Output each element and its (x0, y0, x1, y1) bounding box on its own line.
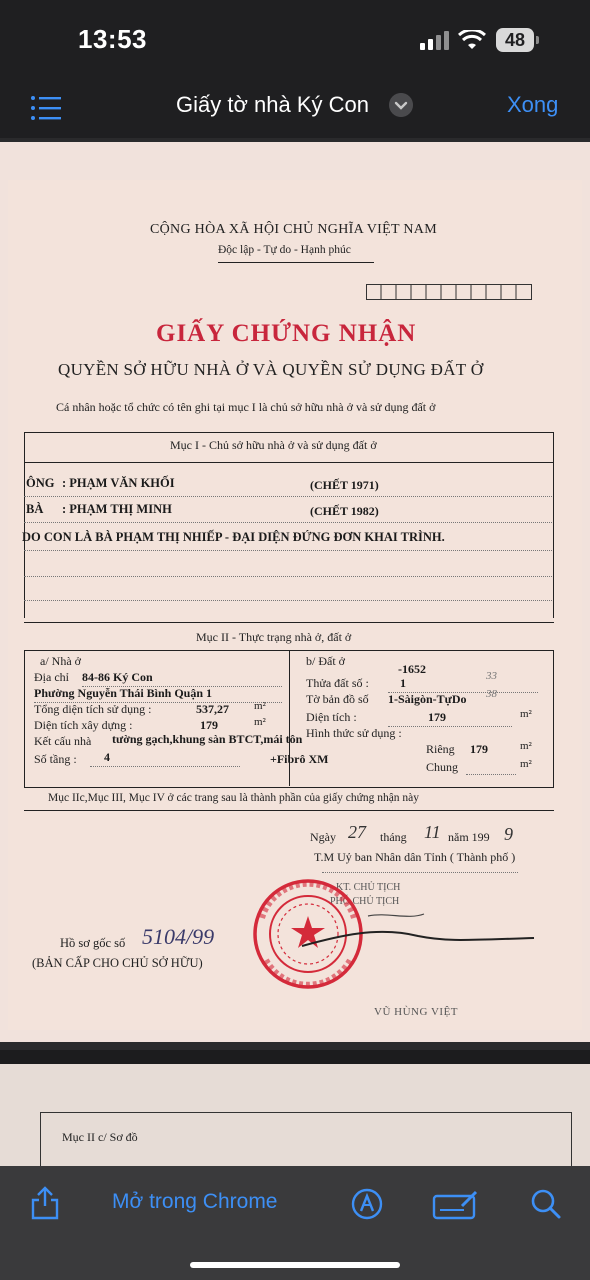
owner-line (24, 550, 552, 551)
date-day-label: Ngày (310, 830, 336, 844)
status-bar (0, 0, 590, 80)
certificate-sheet (8, 180, 582, 1030)
date-year-label: năm 199 (448, 830, 490, 844)
owner-line (24, 576, 552, 577)
section-1-title-rule (24, 462, 554, 463)
status-time: 13:53 (78, 24, 147, 54)
owner-line (24, 522, 552, 523)
motto-underline (218, 262, 374, 263)
shared-label: Chung (426, 760, 459, 774)
date-year: 9 (504, 824, 513, 844)
section-2-title: Mục II - Thực trạng nhà ở, đất ở (196, 630, 352, 644)
document-title[interactable]: Giấy tờ nhà Ký Con (176, 92, 369, 117)
unit-m2: m² (520, 708, 532, 720)
dotted-line (388, 726, 512, 727)
unit-m2: m² (520, 758, 532, 770)
land-area-value: 179 (428, 710, 446, 724)
header-country: CỘNG HÒA XÃ HỘI CHỦ NGHĨA VIỆT NAM (150, 222, 437, 237)
share-icon[interactable] (30, 1186, 60, 1220)
structure-value-2: +Fibrô XM (270, 752, 329, 766)
owner1-label: ÔNG (26, 476, 55, 490)
document-viewer[interactable] (0, 138, 590, 1166)
house-label: a/ Nhà ở (40, 654, 81, 668)
home-indicator[interactable] (190, 1262, 400, 1268)
nav-bar (0, 80, 590, 138)
owner2-name: : PHẠM THỊ MINH (62, 502, 172, 516)
file-label: Hồ sơ gốc số (60, 936, 126, 950)
owner2-label: BÀ (26, 502, 44, 516)
signature-stroke (298, 906, 538, 966)
section-1-top (24, 432, 554, 433)
map-label: Tờ bản đồ số (306, 692, 369, 706)
house-ward: Phường Nguyễn Thái Bình Quận 1 (34, 686, 213, 700)
land-label: b/ Đất ở (306, 654, 346, 668)
section-note-rule (24, 810, 554, 811)
signer-name: VŨ HÙNG VIỆT (374, 1006, 459, 1018)
file-value: 5104/99 (142, 924, 215, 949)
date-month-label: tháng (380, 830, 407, 844)
unit-m2: m² (520, 740, 532, 752)
floors-label: Số tầng : (34, 752, 77, 766)
unit-m2: m² (254, 716, 266, 728)
section-2-top (24, 622, 554, 623)
signer-title-1: KT. CHỦ TỊCH (336, 882, 401, 893)
plot-label: Thửa đất số : (306, 676, 369, 690)
build-area-label: Diện tích xây dựng : (34, 718, 133, 732)
markup-icon[interactable] (351, 1188, 383, 1220)
battery-tip (536, 36, 539, 44)
search-icon[interactable] (530, 1188, 562, 1220)
done-button[interactable]: Xong (507, 92, 559, 117)
owner-line (24, 600, 552, 601)
dotted-line (90, 766, 240, 767)
total-area-label: Tổng diện tích sử dụng : (34, 702, 152, 716)
battery-icon: 48 (496, 28, 534, 52)
owner3-line: DO CON LÀ BÀ PHẠM THỊ NHIẾP - ĐẠI DIỆN ĐỨNG ĐƠN KHAI TRÌNH. (22, 530, 445, 544)
chevron-down-icon[interactable] (389, 93, 413, 117)
certificate-intro: Cá nhân hoặc tổ chức có tên ghi tại mục I là chủ sở hữu nhà ở và sử dụng đất ở (56, 400, 436, 414)
certificate-title: GIẤY CHỨNG NHẬN (156, 320, 417, 347)
total-area-value: 537,27 (196, 702, 229, 716)
document-page-1 (0, 142, 590, 1042)
date-day: 27 (348, 822, 366, 842)
section-1-box (24, 432, 554, 618)
owner1-name: : PHẠM VĂN KHỐI (62, 476, 175, 490)
copy-note: (BẢN CẤP CHO CHỦ SỞ HỮU) (32, 956, 203, 970)
signature-icon[interactable] (432, 1188, 480, 1220)
page-separator (0, 1050, 590, 1064)
signer-title-2: PHÓ CHỦ TỊCH (330, 896, 400, 907)
open-in-chrome-button[interactable]: Mở trong Chrome (112, 1190, 278, 1213)
dotted-line (322, 872, 518, 873)
header-motto: Độc lập - Tự do - Hạnh phúc (218, 244, 351, 256)
authority: T.M Uỷ ban Nhân dân Tỉnh ( Thành phố ) (314, 850, 516, 864)
page-2-heading: Mục II c/ Sơ đồ (62, 1130, 138, 1144)
owner1-note: (CHẾT 1971) (310, 478, 379, 492)
section-note: Mục IIc,Mục III, Mục IV ở các trang sau là thành phần của giấy chứng nhận này (48, 792, 420, 804)
owner-line (24, 496, 552, 497)
floors-value: 4 (104, 750, 110, 764)
house-address-label: Địa chỉ (34, 670, 69, 684)
usage-label: Hình thức sử dụng : (306, 726, 402, 740)
private-label: Riêng (426, 742, 455, 756)
structure-value: tường gạch,khung sàn BTCT,mái tôn (112, 732, 303, 746)
plot-handwritten: 33 (486, 670, 497, 682)
plot-value: 1 (400, 676, 406, 690)
date-month: 11 (424, 822, 441, 842)
land-area-label: Diện tích : (306, 710, 357, 724)
dotted-line (466, 774, 516, 775)
owner2-note: (CHẾT 1982) (310, 504, 379, 518)
list-icon[interactable] (30, 94, 62, 122)
document-page-2 (0, 1064, 590, 1166)
house-address-value: 84-86 Ký Con (82, 670, 153, 684)
serial-boxes (366, 284, 532, 300)
structure-label: Kết cấu nhà (34, 734, 92, 748)
unit-m2: m² (254, 700, 266, 712)
build-area-value: 179 (200, 718, 218, 732)
certificate-subtitle: QUYỀN SỞ HỮU NHÀ Ở VÀ QUYỀN SỬ DỤNG ĐẤT Ở (58, 360, 484, 379)
land-code: -1652 (398, 662, 426, 676)
section-1-title: Mục I - Chủ sở hữu nhà ở và sử dụng đất ở (170, 438, 377, 452)
map-value: 1-Sàigòn-TựDo (388, 692, 467, 706)
map-handwritten: 38 (486, 688, 497, 700)
cellular-signal-icon (420, 30, 450, 50)
wifi-icon (458, 30, 486, 50)
private-value: 179 (470, 742, 488, 756)
